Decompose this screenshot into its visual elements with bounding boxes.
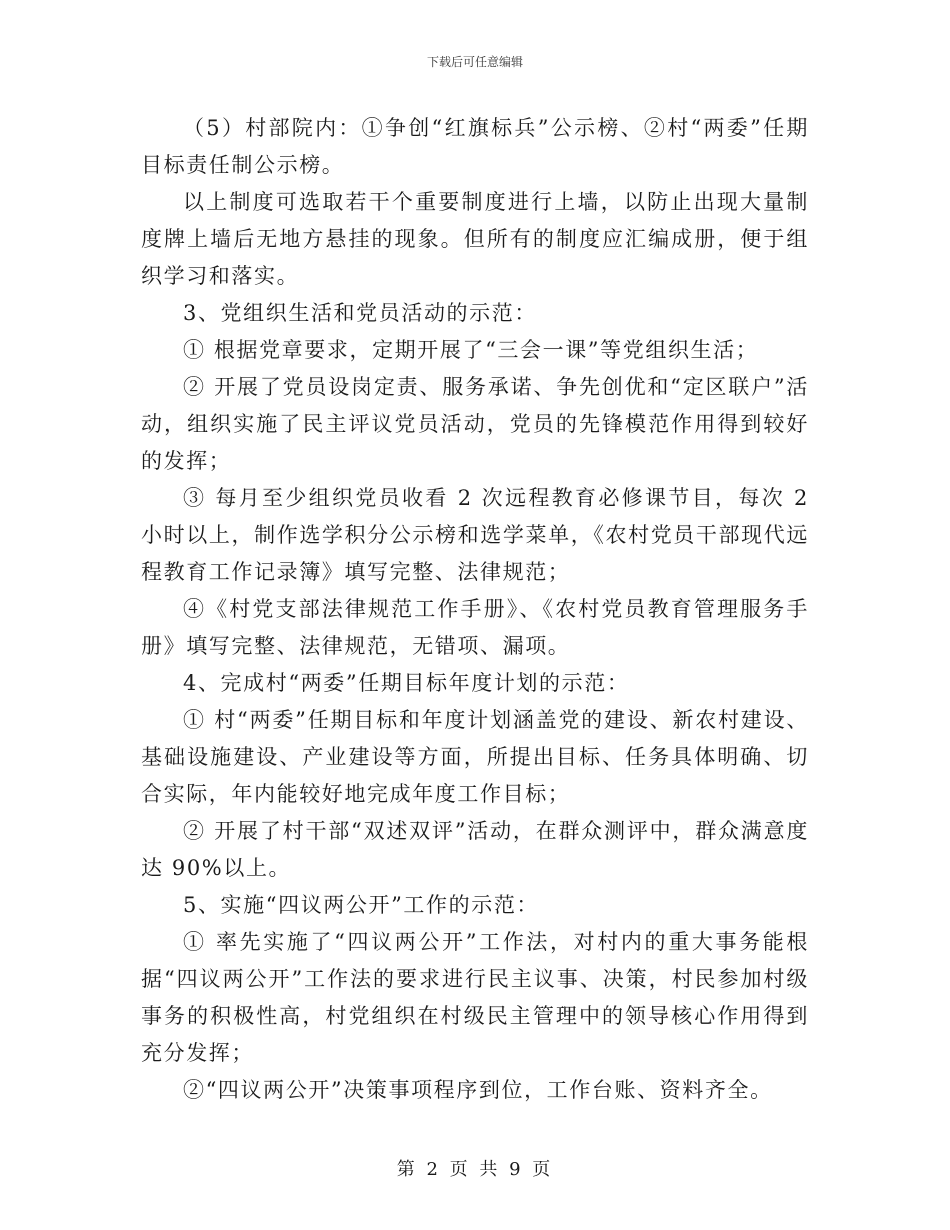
list-item-3-3: ③ 每月至少组织党员收看 2 次远程教育必修课节目，每次 2 小时以上，制作选学积分公示榜和选学菜单，《农村党员干部现代远程教育工作记录簿》填写完整、法律规范； [141,486,809,584]
paragraph-village-office-boards: （5）村部院内：①争创“红旗标兵”公示榜、②村“两委”任期目标责任制公示榜。 [141,116,809,177]
list-item-3-2: ② 开展了党员设岗定责、服务承诺、争先创优和“定区联户”活动，组织实施了民主评议党员活动，党员的先锋模范作用得到较好的发挥； [141,375,809,473]
document-body [141,110,809,1109]
list-item-3-1: ① 根据党章要求，定期开展了“三会一课”等党组织生活； [183,338,759,362]
paragraph-rules-on-wall: 以上制度可选取若干个重要制度进行上墙，以防止出现大量制度牌上墙后无地方悬挂的现象。但所有的制度应汇编成册，便于组织学习和落实。 [141,190,809,288]
page-header: 下载后可任意编辑 [426,55,523,69]
list-item-3-4: ④《村党支部法律规范工作手册》、《农村党员教育管理服务手册》填写完整、法律规范，无错项、漏项。 [141,597,809,658]
list-item-4-1: ① 村“两委”任期目标和年度计划涵盖党的建设、新农村建设、基础设施建设、产业建设等方面，所提出目标、任务具体明确、切合实际，年内能较好地完成年度工作目标； [141,708,809,806]
section-heading-5: 5、实施“四议两公开”工作的示范： [183,893,540,917]
list-item-4-2: ② 开展了村干部“双述双评”活动，在群众测评中，群众满意度达 90%以上。 [141,819,809,880]
list-item-5-2: ②“四议两公开”决策事项程序到位，工作台账、资料齐全。 [183,1078,773,1102]
list-item-5-1: ① 率先实施了“四议两公开”工作法，对村内的重大事务能根据“四议两公开”工作法的要求进行民主议事、决策，村民参加村级事务的积极性高，村党组织在村级民主管理中的领导核心作用得到充分发挥； [141,930,809,1065]
page-number: 第 2 页 共 9 页 [396,1159,554,1180]
section-heading-4: 4、完成村“两委”任期目标年度计划的示范： [183,671,630,695]
section-heading-3: 3、党组织生活和党员活动的示范： [183,301,537,325]
